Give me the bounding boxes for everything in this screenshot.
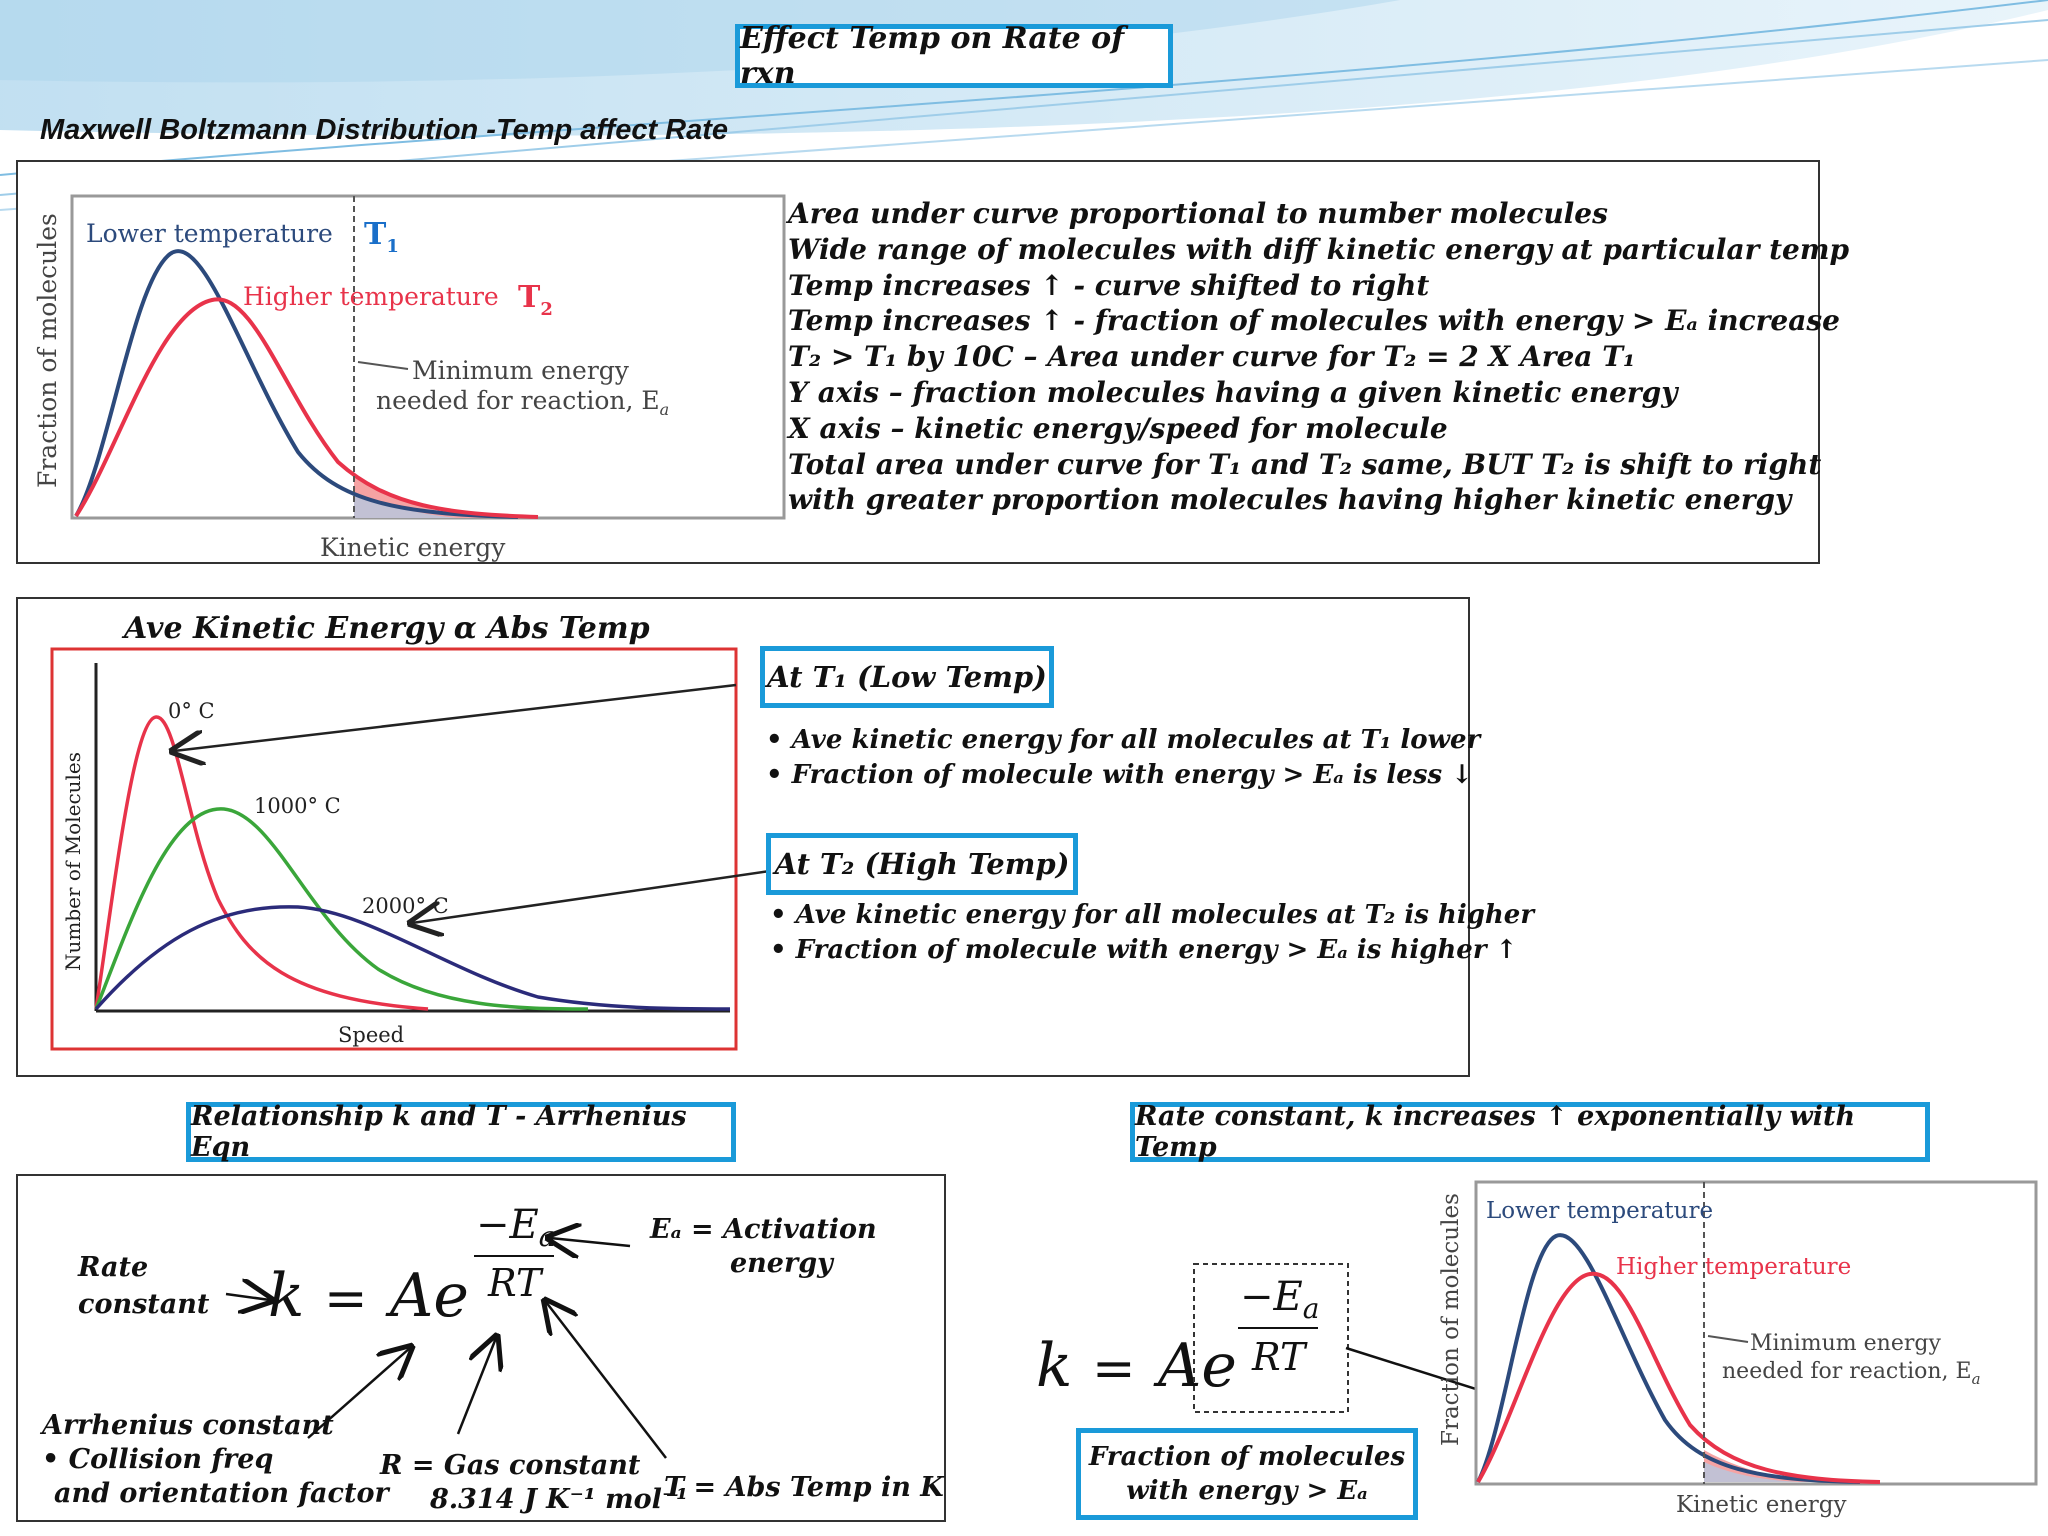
gas-constant-label-2: 8.314 J K⁻¹ mol⁻¹: [430, 1484, 688, 1515]
t1-bullet: • Ave kinetic energy for all molecules at T₁ lower: [766, 725, 1481, 755]
t2-high-temp-text: At T₂ (High Temp): [774, 847, 1070, 881]
rc-ylabel: Fraction of molecules: [1438, 1193, 1464, 1446]
speed-ylabel: Number of Molecules: [61, 751, 85, 971]
ke-title: Ave Kinetic Energy α Abs Temp: [124, 611, 650, 646]
mb-higher-label: Higher temperature: [243, 282, 499, 311]
rc-min-energy-text: needed for reaction, E: [1722, 1359, 1972, 1384]
arrow-to-T: [546, 1302, 666, 1458]
t2-high-temp-box: [766, 833, 1078, 895]
ea-label-2: energy: [730, 1248, 833, 1279]
eq2-equals: =: [1092, 1339, 1136, 1399]
eq2-Ae: Ae: [1158, 1331, 1237, 1401]
arrow-to-R: [458, 1338, 496, 1434]
mb-line: with greater proportion molecules having higher kinetic energy: [788, 483, 1792, 517]
mb-min-energy-sub: a: [659, 400, 670, 419]
eq-numerator-sub: a: [538, 1220, 556, 1253]
arrow-to-2000c: [412, 871, 770, 923]
gas-constant-label-1: R = Gas constant: [380, 1450, 641, 1481]
arrow-to-ea: [550, 1238, 630, 1246]
mb-t1-letter: T: [364, 217, 387, 252]
fraction-molecules-box: [1076, 1428, 1418, 1520]
mb-line: Temp increases ↑ - fraction of molecules with energy > Eₐ increase: [788, 304, 1840, 338]
mb-xlabel: Kinetic energy: [320, 533, 506, 562]
mb-t2-sub: 2: [540, 299, 553, 320]
eq2-numerator: [1240, 1274, 1319, 1325]
eq-denominator: RT: [488, 1261, 542, 1305]
mb-line: Wide range of molecules with diff kinetic energy at particular temp: [788, 232, 1850, 266]
t1-bullets: [766, 723, 1480, 793]
rc-higher-label: Higher temperature: [1616, 1254, 1852, 1280]
rc-lower-label: Lower temperature: [1486, 1198, 1714, 1224]
arrow-to-0c: [174, 685, 736, 751]
t2-bullet: • Ave kinetic energy for all molecules at T₂ is higher: [770, 900, 1535, 930]
arrhenius-label-2: • Collision freq: [42, 1444, 274, 1475]
abs-temp-label: T = Abs Temp in K: [664, 1472, 944, 1503]
eq2-k: k: [1036, 1331, 1073, 1401]
speed-label-2000c: 2000° C: [362, 894, 449, 918]
eq-numerator-text: −E: [476, 1202, 539, 1248]
eq2-denominator: RT: [1252, 1335, 1306, 1379]
speed-label-1000c: 1000° C: [254, 794, 341, 818]
arrhenius-label-1: Arrhenius constant: [42, 1410, 334, 1441]
speed-label-0c: 0° C: [168, 699, 215, 723]
rate-constant-label-2: constant: [78, 1289, 210, 1320]
panel-kinetic-energy: [16, 597, 1535, 1077]
eq-Ae: Ae: [390, 1261, 469, 1331]
arrhenius-equation: [18, 1176, 948, 1524]
t2-bullets: [770, 898, 1534, 968]
rc-min-energy-sub: a: [1971, 1370, 1981, 1388]
rc-min-energy-2: [1722, 1359, 1981, 1388]
mb-line: Y axis – fraction molecules having a given kinetic energy: [788, 375, 1678, 409]
arrhenius-label-3: and orientation factor: [54, 1478, 389, 1509]
mb-graph: [18, 162, 798, 566]
mb-line: Total area under curve for T₁ and T₂ same, BUT T₂ is shift to right: [788, 447, 1822, 481]
speed-xlabel: Speed: [338, 1023, 405, 1047]
page-title: [735, 21, 1173, 91]
rc-min-energy-1: Minimum energy: [1750, 1331, 1941, 1356]
ke-arrows: [18, 599, 818, 1079]
mb-t2-letter: T: [518, 280, 541, 315]
mb-t1-sub: 1: [386, 236, 399, 257]
panel-arrhenius: [16, 1174, 946, 1522]
mb-line: Temp increases ↑ - curve shifted to right: [788, 268, 1430, 302]
eq-numerator: [476, 1202, 555, 1253]
mb-line: X axis – kinetic energy/speed for molecule: [788, 411, 1448, 445]
mb-line: Area under curve proportional to number molecules: [788, 197, 1608, 230]
mb-lower-label: Lower temperature: [86, 219, 333, 248]
t1-low-temp-text: At T₁ (Low Temp): [767, 660, 1047, 694]
rate-constant-header-text: Rate constant, k increases ↑ exponentially with Temp: [1135, 1101, 1856, 1163]
panel-maxwell-boltzmann: [16, 160, 1850, 564]
page-title-text: Effect Temp on Rate of rxn: [740, 21, 1125, 91]
mb-min-energy-1: Minimum energy: [412, 356, 629, 385]
mb-min-energy-text: needed for reaction, E: [376, 386, 660, 415]
t1-bullet: • Fraction of molecule with energy > Eₐ is less ↓: [766, 760, 1473, 790]
arrhenius-header: [186, 1102, 736, 1162]
eq-k: k: [268, 1261, 305, 1331]
ea-label-1: Eₐ = Activation: [650, 1214, 877, 1245]
mb-line: T₂ > T₁ by 10C – Area under curve for T₂ = 2 X Area T₁: [788, 340, 1636, 374]
eq2-numerator-text: −E: [1240, 1274, 1303, 1320]
mb-min-energy-2: [376, 386, 669, 419]
arrow-to-k: [226, 1294, 270, 1300]
arrhenius-header-text: Relationship k and T - Arrhenius Eqn: [191, 1101, 687, 1163]
mb-explanation: [788, 196, 1849, 518]
rate-constant-label-1: Rate: [78, 1252, 149, 1283]
rc-xlabel: Kinetic energy: [1676, 1492, 1847, 1518]
t1-low-temp-box: [760, 646, 1054, 708]
eq-equals: =: [324, 1269, 368, 1329]
eq2-numerator-sub: a: [1302, 1292, 1320, 1325]
page-subtitle: Maxwell Boltzmann Distribution -Temp affect Rate: [40, 114, 729, 146]
t2-bullet: • Fraction of molecule with energy > Eₐ is higher ↑: [770, 935, 1518, 965]
fraction-line-1: Fraction of molecules: [1088, 1442, 1406, 1472]
rate-constant-header: [1130, 1102, 1930, 1162]
mb-ylabel: Fraction of molecules: [33, 213, 62, 488]
fraction-line-2: with energy > Eₐ: [1126, 1476, 1368, 1506]
